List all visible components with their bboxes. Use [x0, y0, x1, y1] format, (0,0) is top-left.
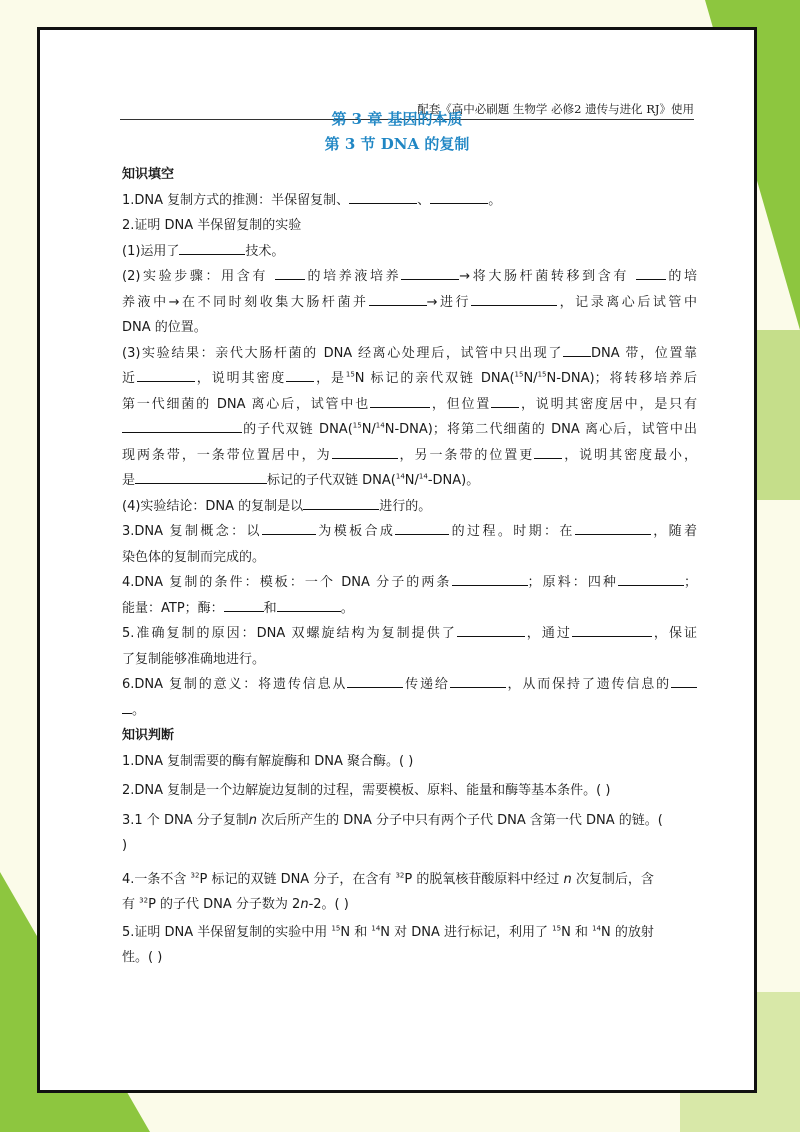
fill-q6-line1: 6.DNA 复制的意义：将遗传信息从 传递给 ，从而保持了遗传信息的: [122, 672, 697, 698]
answer-blank[interactable]: [369, 291, 427, 306]
answer-blank[interactable]: [303, 495, 379, 510]
fill-q2-1: (1)运用了 技术。: [122, 239, 697, 265]
answer-blank[interactable]: [286, 367, 314, 382]
fill-q2-3-line1: (3)实验结果：亲代大肠杆菌的 DNA 经离心处理后，试管中只出现了 DNA 带，位置靠: [122, 341, 697, 367]
answer-blank[interactable]: [262, 520, 316, 535]
answer-blank[interactable]: [671, 673, 697, 688]
fill-q2-2-line3: DNA 的位置。: [122, 320, 207, 335]
fill-q4-line2: 能量：ATP；酶： 和 。: [122, 596, 697, 622]
fill-heading: 知识填空: [122, 167, 175, 182]
answer-blank[interactable]: [122, 418, 242, 433]
fill-q3-line2: 染色体的复制而完成的。: [122, 549, 266, 565]
fill-q6-line2: 。: [122, 698, 697, 724]
fill-q2-3-line2: 近 ，说明其密度 ，是$^{15}$N 标记的亲代双链 DNA($^{15}$N/$^{15}$N-DNA)；将转移培养后: [122, 366, 697, 392]
answer-blank[interactable]: [395, 520, 449, 535]
answer-blank[interactable]: [277, 597, 341, 612]
judge-item-1: 1.DNA 复制需要的酶有解旋酶和 DNA 聚合酶。( ): [122, 753, 414, 769]
worksheet-content: [122, 162, 697, 971]
section-title: 第 3 节 DNA 的复制: [324, 135, 470, 153]
fill-q3-line1: 3.DNA 复制概念：以 为模板合成 的过程。时期：在 ，随着: [122, 519, 697, 545]
fill-q2-2-line1: (2)实验步骤：用含有 的培养液培养 →将大肠杆菌转移到含有 的培: [122, 264, 697, 290]
fill-q4-line1: 4.DNA 复制的条件：模板：一个 DNA 分子的两条 ；原料：四种 ；: [122, 570, 697, 596]
worksheet-page: [37, 27, 757, 1093]
judge-item-5-line1: 5.证明 DNA 半保留复制的实验中用 $^{15}$N 和 $^{14}$N 对 DNA 进行标记，利用了 $^{15}$N 和 $^{14}$N 的放射: [122, 924, 654, 940]
fill-q2-2-line2: 养液中→在不同时刻收集大肠杆菌并 →进行 ，记录离心后试管中: [122, 290, 697, 316]
answer-blank[interactable]: [450, 673, 506, 688]
judge-item-2: 2.DNA 复制是一个边解旋边复制的过程，需要模板、原料、能量和酶等基本条件。( ): [122, 783, 611, 798]
answer-blank[interactable]: [137, 367, 195, 382]
answer-blank[interactable]: [618, 571, 684, 586]
answer-blank[interactable]: [401, 265, 459, 280]
answer-blank[interactable]: [452, 571, 528, 586]
fill-q2-3-line3: 第一代细菌的 DNA 离心后，试管中也 ，但位置 ，说明其密度居中，是只有: [122, 392, 697, 418]
judge-item-4-line1: 4.一条不含 $^{32}$P 标记的双链 DNA 分子，在含有 $^{32}$P 的脱氧核苷酸原料中经过 n 次复制后，含: [122, 871, 654, 887]
answer-blank[interactable]: [332, 444, 398, 459]
judge-heading: 知识判断: [122, 728, 175, 743]
answer-blank[interactable]: [471, 291, 557, 306]
judge-item-3-line2: ): [122, 838, 128, 853]
answer-blank[interactable]: [179, 240, 245, 255]
answer-blank[interactable]: [224, 597, 264, 612]
fill-q2-3-line5: 现两条带，一条带位置居中，为 ，另一条带的位置更 ，说明其密度最小，: [122, 443, 697, 469]
answer-blank[interactable]: [563, 342, 591, 357]
fill-q5-line1: 5.准确复制的原因：DNA 双螺旋结构为复制提供了 ，通过 ，保证: [122, 621, 697, 647]
fill-q2-3-line6: 是 标记的子代双链 DNA($^{14}$N/$^{14}$-DNA)。: [122, 468, 697, 494]
answer-blank[interactable]: [135, 469, 267, 484]
fill-q2-4: (4)实验结论：DNA 的复制是以 进行的。: [122, 494, 697, 520]
answer-blank[interactable]: [534, 444, 562, 459]
answer-blank[interactable]: [636, 265, 666, 280]
answer-blank[interactable]: [122, 699, 132, 714]
answer-blank[interactable]: [575, 520, 651, 535]
page-header: 配套《高中必刷题 生物学 必修2 遗传与进化 RJ》使用: [120, 101, 694, 120]
judge-item-4-line2: 有 $^{32}$P 的子代 DNA 分子数为 2n-2。( ): [122, 896, 349, 912]
answer-blank[interactable]: [275, 265, 305, 280]
answer-blank[interactable]: [491, 393, 519, 408]
answer-blank[interactable]: [572, 622, 652, 637]
fill-q5-line2: 了复制能够准确地进行。: [122, 651, 266, 667]
answer-blank[interactable]: [349, 189, 417, 204]
fill-q1: 1.DNA 复制方式的推测：半保留复制、 、 。: [122, 188, 697, 214]
answer-blank[interactable]: [347, 673, 403, 688]
answer-blank[interactable]: [370, 393, 430, 408]
fill-q2-3-line4: 的子代双链 DNA($^{15}$N/$^{14}$N-DNA)；将第二代细菌的 DNA 离心后，试管中出: [122, 417, 697, 443]
judge-item-5-line2: 性。( ): [122, 950, 163, 965]
answer-blank[interactable]: [457, 622, 525, 637]
judge-item-3-line1: 3.1 个 DNA 分子复制n 次后所产生的 DNA 分子中只有两个子代 DNA 含第一代 DNA 的链。(: [122, 812, 663, 828]
chapter-title: 第 3 章 基因的本质: [331, 110, 463, 128]
fill-q2: 2.证明 DNA 半保留复制的实验: [122, 218, 302, 233]
answer-blank[interactable]: [430, 189, 488, 204]
